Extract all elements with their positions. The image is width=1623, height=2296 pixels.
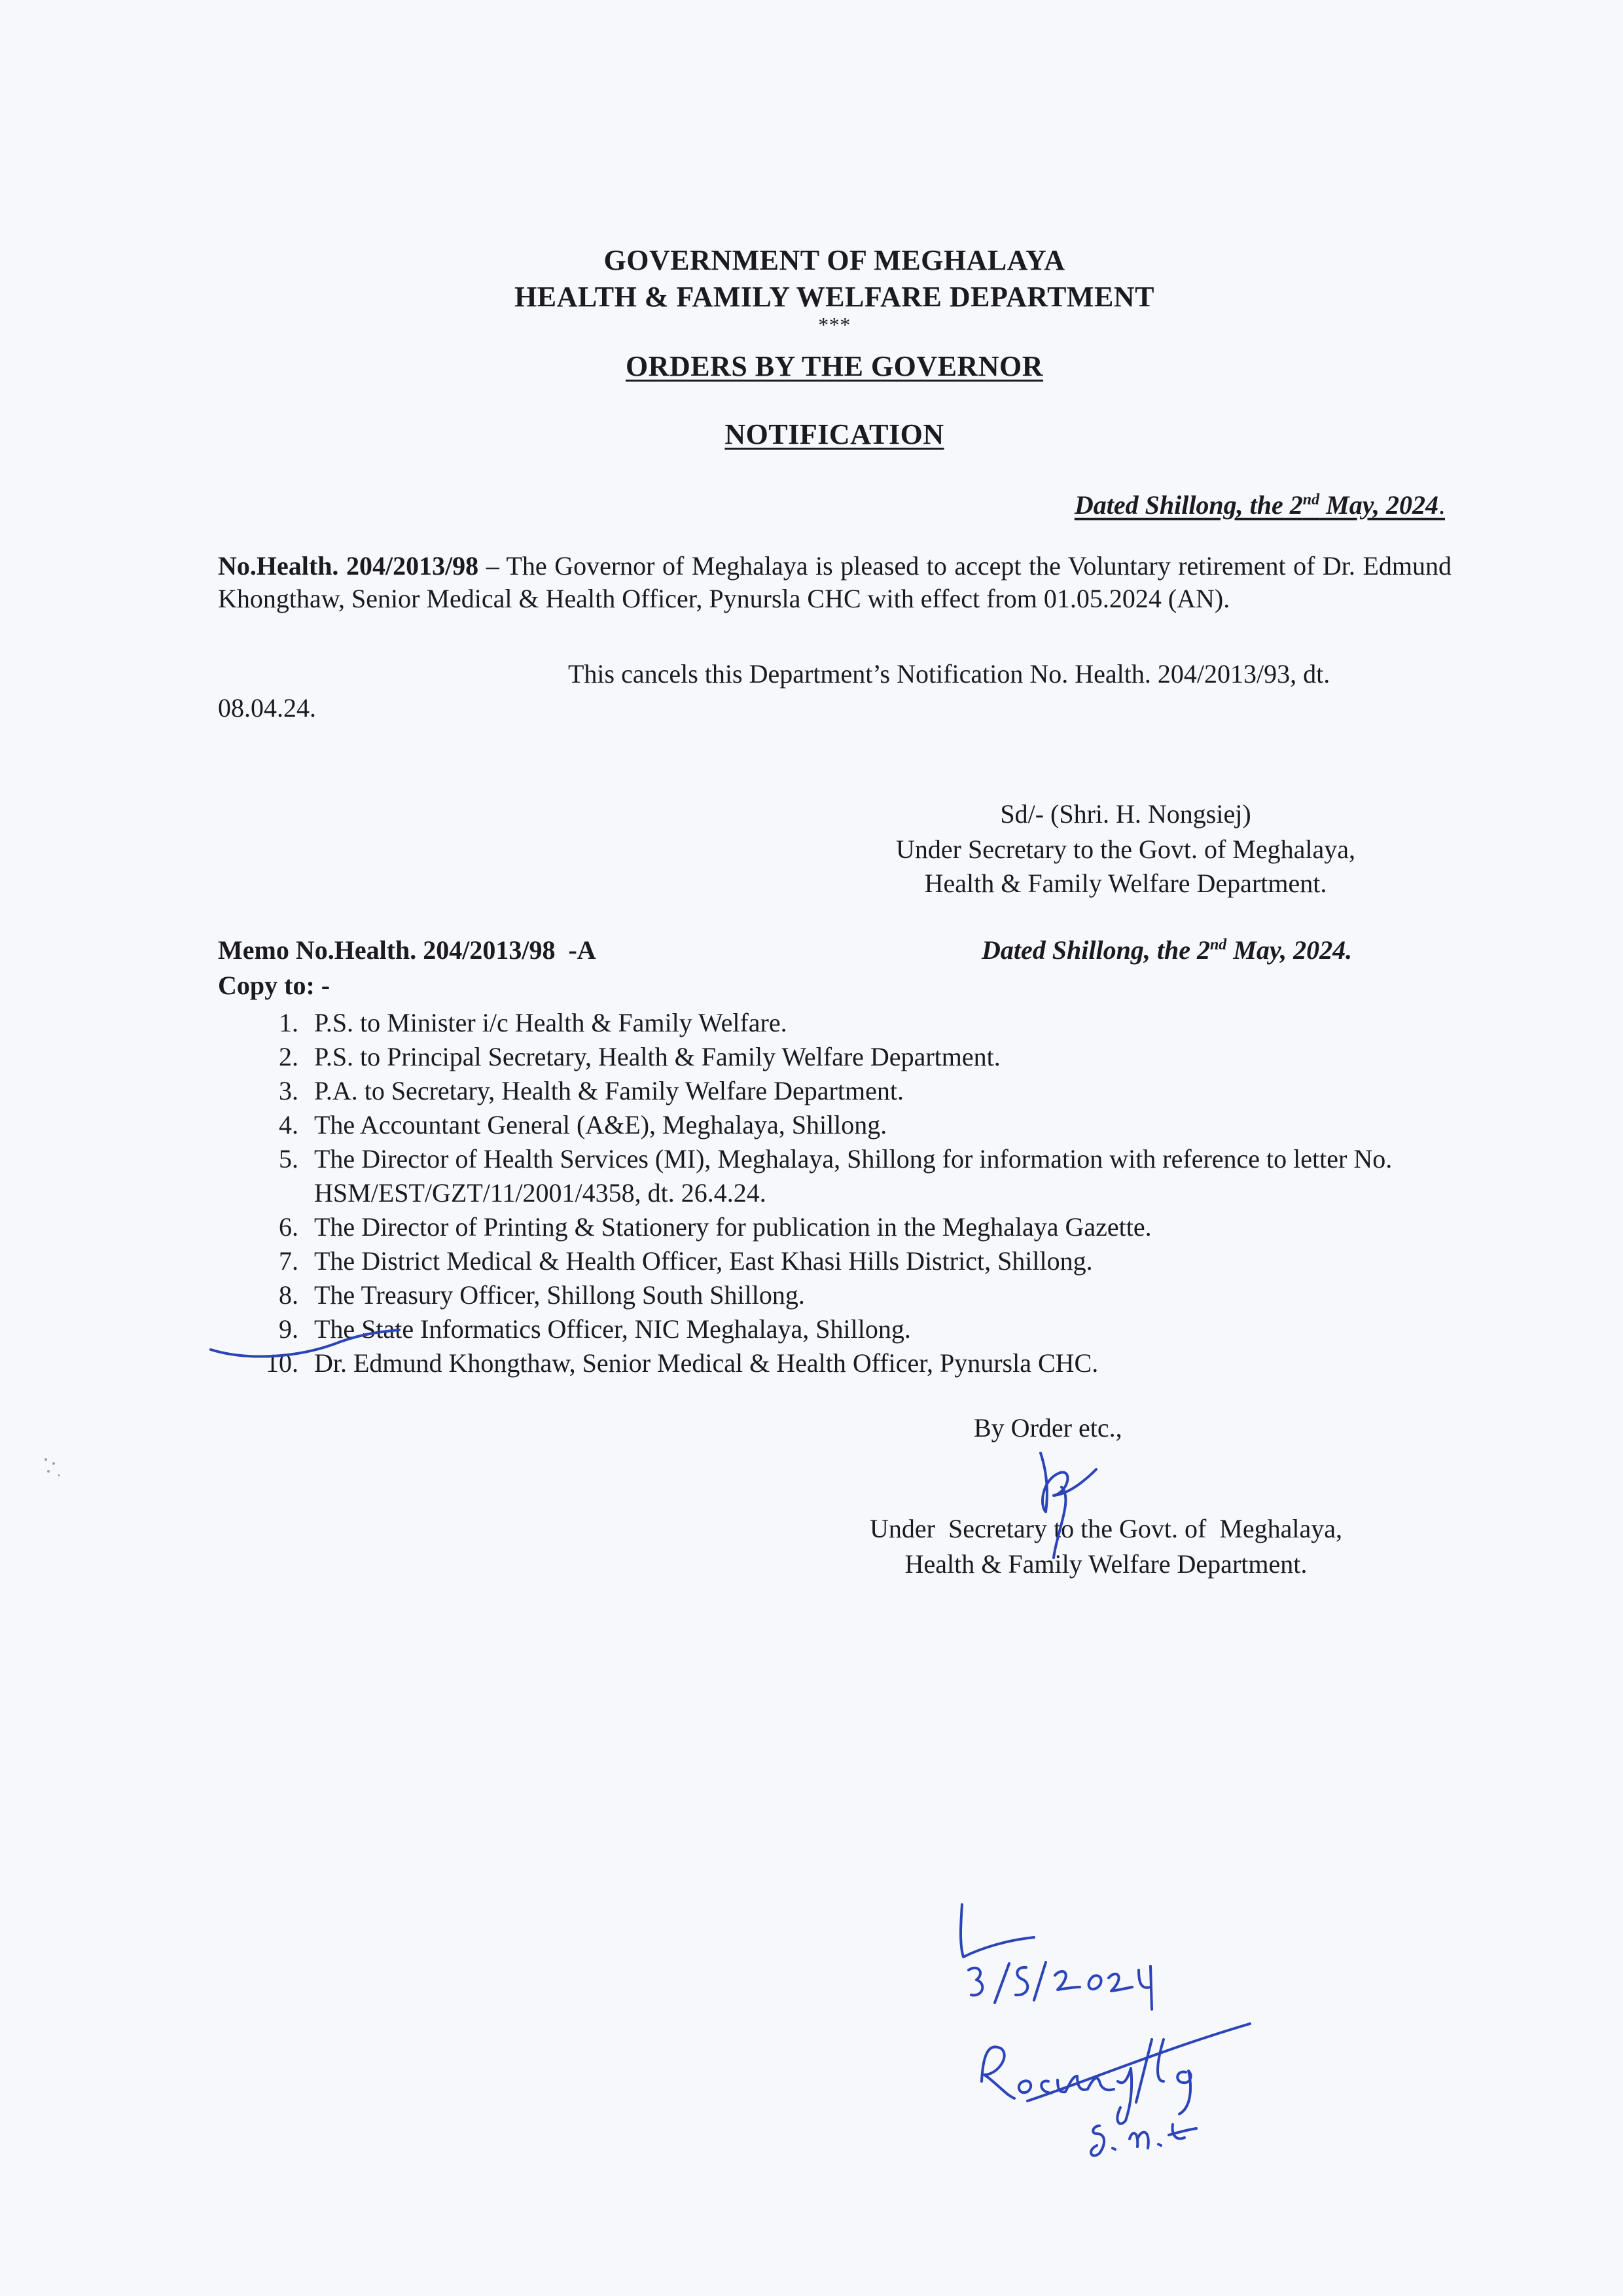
header-department: HEALTH & FAMILY WELFARE DEPARTMENT (514, 281, 1154, 313)
list-item (249, 1040, 1492, 1074)
header-government: GOVERNMENT OF MEGHALAYA (603, 244, 1065, 276)
notification-date-period: . (1438, 490, 1445, 520)
handwritten-endorsement (942, 1885, 1309, 2186)
copy-to-label: Copy to: - (218, 971, 330, 1000)
closing-line-1: Under Secretary to the Govt. of Meghalaya, (870, 1514, 1342, 1543)
list-item (249, 1108, 1492, 1142)
list-item-text: The Treasury Officer, Shillong South Shillong. (314, 1280, 805, 1310)
list-item-number: 10. (266, 1348, 298, 1378)
list-item-text: P.A. to Secretary, Health & Family Welfare Department. (314, 1076, 904, 1105)
list-item (249, 1210, 1492, 1244)
list-item (249, 1278, 1492, 1312)
header-notification: NOTIFICATION (724, 418, 944, 450)
list-item-text: The State Informatics Officer, NIC Meghalaya, Shillong. (314, 1314, 911, 1344)
list-item (249, 1244, 1492, 1278)
notification-date-suffix: May, 2024 (1319, 490, 1438, 520)
list-item (249, 1142, 1492, 1210)
list-item (249, 1006, 1492, 1040)
list-item-number: 5. (279, 1144, 298, 1174)
list-item (249, 1074, 1492, 1108)
closing-line-2: Health & Family Welfare Department. (904, 1549, 1308, 1579)
notification-body (218, 550, 1452, 615)
signatory-line-3: Health & Family Welfare Department. (924, 869, 1327, 898)
notification-text: – The Governor of Meghalaya is pleased to accept the Voluntary retirement of Dr. Edmund Khongthaw, Senior Medical & Health Officer, Pynursla CHC with effect from 01.05.2024 (AN). (218, 551, 1452, 613)
memo-number: Memo No.Health. 204/2013/98 -A (218, 935, 596, 965)
copy-list (249, 1006, 1492, 1380)
cancel-line-2: 08.04.24. (218, 693, 316, 723)
list-item-text: The District Medical & Health Officer, East Khasi Hills District, Shillong. (314, 1246, 1093, 1276)
bleed-through-mark (1203, 39, 1216, 85)
list-item-text: P.S. to Principal Secretary, Health & Family Welfare Department. (314, 1042, 1001, 1071)
list-item-number: 9. (279, 1314, 298, 1344)
header-stars: *** (818, 313, 851, 336)
notification-date (1075, 490, 1445, 520)
memo-date-suffix: May, 2024. (1226, 935, 1353, 965)
list-item-number: 8. (279, 1280, 298, 1310)
list-item-number: 4. (279, 1110, 298, 1139)
signatory-line-1: Sd/- (Shri. H. Nongsiej) (1000, 799, 1251, 829)
notification-date-sup: nd (1302, 491, 1320, 509)
signatory-line-2: Under Secretary to the Govt. of Meghalaya, (896, 834, 1355, 864)
list-item-number: 3. (279, 1076, 298, 1105)
margin-dots (39, 1453, 79, 1492)
list-item-number: 6. (279, 1212, 298, 1242)
header-orders: ORDERS BY THE GOVERNOR (625, 350, 1044, 382)
list-item-text: Dr. Edmund Khongthaw, Senior Medical & Health Officer, Pynursla CHC. (314, 1348, 1099, 1378)
by-order: By Order etc., (974, 1413, 1122, 1443)
list-item (249, 1312, 1492, 1346)
list-item-number: 2. (279, 1042, 298, 1071)
cancel-line-1: This cancels this Department’s Notification No. Health. 204/2013/93, dt. (568, 659, 1330, 689)
list-item (249, 1346, 1492, 1380)
notification-date-prefix: Dated Shillong, the 2 (1074, 490, 1303, 520)
list-item-text: The Director of Health Services (MI), Meghalaya, Shillong for information with reference to letter No. HSM/EST/GZT/11/2001/4358, dt. 26.4.24. (314, 1144, 1393, 1208)
list-item-text: The Director of Printing & Stationery for publication in the Meghalaya Gazette. (314, 1212, 1152, 1242)
list-item-text: The Accountant General (A&E), Meghalaya, Shillong. (314, 1110, 887, 1139)
notification-number: No.Health. 204/2013/98 (218, 551, 479, 581)
memo-date-sup: nd (1209, 936, 1227, 954)
list-item-text: P.S. to Minister i/c Health & Family Welfare. (314, 1008, 787, 1037)
memo-date (982, 935, 1352, 965)
list-item-number: 7. (279, 1246, 298, 1276)
list-item-number: 1. (279, 1008, 298, 1037)
memo-date-prefix: Dated Shillong, the 2 (982, 935, 1210, 965)
